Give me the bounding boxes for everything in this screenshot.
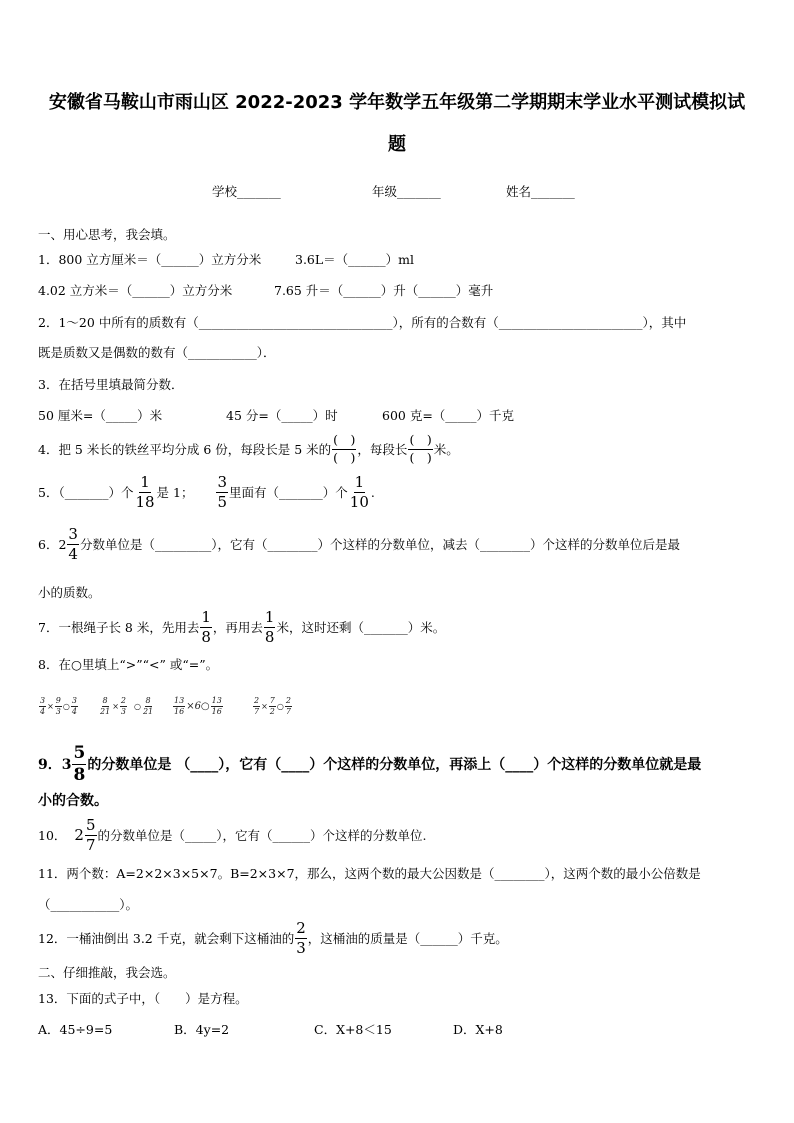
question-3-a: 50 厘米=（_____）米: [38, 408, 163, 423]
option-d[interactable]: D．X+8: [453, 1022, 503, 1037]
question-12: [38, 918, 508, 958]
mixed-number-whole: 2: [74, 826, 84, 844]
question-11-line-1: 11．两个数：A=2×2×3×5×7。B=2×3×7，那么，这两个数的最大公因数是（________），这两个数的最小公倍数是: [38, 866, 701, 881]
question-3-c: 600 克=（_____）千克: [382, 408, 515, 423]
fraction: $\frac{1}{18}$: [135, 472, 155, 511]
question-5-text: 是 1；: [156, 485, 194, 500]
question-4-text: ，每段长: [357, 442, 408, 457]
fraction: $\frac{5}{7}$: [85, 815, 96, 854]
question-7-text: 7．一根绳子长 8 米，先用去: [38, 620, 200, 635]
question-6-line-2: 小的质数。: [38, 585, 101, 600]
question-5-text: 5．（_______）个: [38, 485, 134, 500]
fraction: $\frac{1}{8}$: [264, 607, 275, 646]
question-5-text: .: [370, 484, 375, 500]
comparison-expression-2: $\frac{8}{21}$ × $\frac{2}{3}$ ○ $\frac{8}{21}$: [100, 696, 154, 716]
fraction: $\frac{1}{10}$: [349, 472, 369, 511]
question-7-text: 米，这时还剩（_______）米。: [276, 620, 446, 635]
question-4: [38, 430, 459, 468]
fraction: $\frac{3}{5}$: [217, 472, 228, 511]
question-9-line-2: 小的合数。: [38, 793, 108, 809]
question-6-text: 6．2: [38, 537, 67, 552]
question-1-part-b: 3.6L＝（______）ml: [295, 252, 415, 267]
comparison-expression-4: $\frac{2}{7}$ × $\frac{7}{2}$ ○ $\frac{2}{7}$: [254, 696, 291, 716]
question-5-text: 里面有（_______）个: [229, 485, 348, 500]
question-10: [38, 815, 426, 855]
question-1-part-a: 1．800 立方厘米＝（______）立方分米: [38, 252, 262, 267]
question-10-text: 的分数单位是（_____），它有（______）个这样的分数单位.: [97, 828, 427, 843]
fraction-blank[interactable]: $\frac{( )}{( )}$: [333, 432, 356, 465]
compare-circle[interactable]: ○: [276, 702, 284, 711]
question-6: [38, 524, 680, 564]
fraction: $\frac{3}{4}$: [68, 524, 78, 563]
compare-circle[interactable]: ×6○: [186, 701, 210, 712]
question-9: [38, 742, 701, 786]
school-field[interactable]: 学校_______: [212, 184, 281, 199]
question-1-part-d: 7.65 升＝（______）升（______）毫升: [274, 283, 494, 298]
name-field[interactable]: 姓名_______: [506, 184, 575, 199]
fraction: $\frac{1}{8}$: [201, 607, 211, 646]
comparison-expression-1: $\frac{3}{4}$ × $\frac{9}{3}$ ○ $\frac{3}{4}$: [40, 696, 77, 716]
question-8-stem: 8．在○里填上“>”“<” 或“=”。: [38, 657, 219, 672]
question-5: [38, 472, 375, 512]
section-heading: 一、用心思考，我会填。: [38, 227, 176, 242]
question-3-b: 45 分=（_____）时: [226, 408, 338, 423]
page-title: 安徽省马鞍山市雨山区 2022-2023 学年数学五年级第二学期期末学业水平测试模拟试: [48, 92, 746, 113]
page-title-continued: 题: [388, 134, 406, 155]
option-a[interactable]: A．45÷9=5: [38, 1022, 113, 1037]
option-b[interactable]: B．4y=2: [174, 1022, 230, 1037]
question-13-stem: 13．下面的式子中，（ ）是方程。: [38, 991, 248, 1006]
question-7: [38, 607, 445, 647]
option-c[interactable]: C．X+8＜15: [314, 1022, 392, 1037]
question-2-line-2: 既是质数又是偶数的数有（___________）．: [38, 345, 276, 360]
question-2-line-1: 2．1～20 中所有的质数有（_______________________________），所有的合数有（_______________________），其中: [38, 315, 687, 330]
question-9-text: 9．3: [38, 757, 72, 773]
fraction-blank[interactable]: $\frac{( )}{( )}$: [409, 432, 432, 465]
section-heading: 二、仔细推敲，我会选。: [38, 965, 176, 980]
fraction: $\frac{2}{3}$: [296, 918, 306, 957]
question-9-text: 的分数单位是 （____），它有（____）个这样的分数单位，再添上（____）个这样的分数单位就是最: [87, 757, 702, 773]
question-7-text: ，再用去: [212, 620, 263, 635]
question-1-part-c: 4.02 立方米＝（______）立方分米: [38, 283, 233, 298]
fraction: $\frac{5}{8}$: [73, 742, 86, 785]
question-12-text: ，这桶油的质量是（______）千克。: [307, 931, 508, 946]
question-3-stem: 3．在括号里填最简分数．: [38, 377, 184, 392]
compare-circle[interactable]: ○: [62, 702, 70, 711]
question-11-line-2: （___________）。: [38, 897, 139, 912]
question-4-text: 4．把 5 米长的铁丝平均分成 6 份，每段长是 5 米的: [38, 442, 332, 457]
question-4-text: 米。: [433, 442, 459, 457]
question-10-text: 10．: [38, 828, 67, 843]
grade-field[interactable]: 年级_______: [372, 184, 441, 199]
compare-circle[interactable]: ○: [133, 702, 141, 711]
question-12-text: 12．一桶油倒出 3.2 千克，就会剩下这桶油的: [38, 931, 295, 946]
question-6-text: 分数单位是（_________），它有（________）个这样的分数单位，减去（________）个这样的分数单位后是最: [79, 537, 680, 552]
comparison-expression-3: $\frac{13}{16}$ ×6○ $\frac{13}{16}$: [174, 696, 222, 716]
